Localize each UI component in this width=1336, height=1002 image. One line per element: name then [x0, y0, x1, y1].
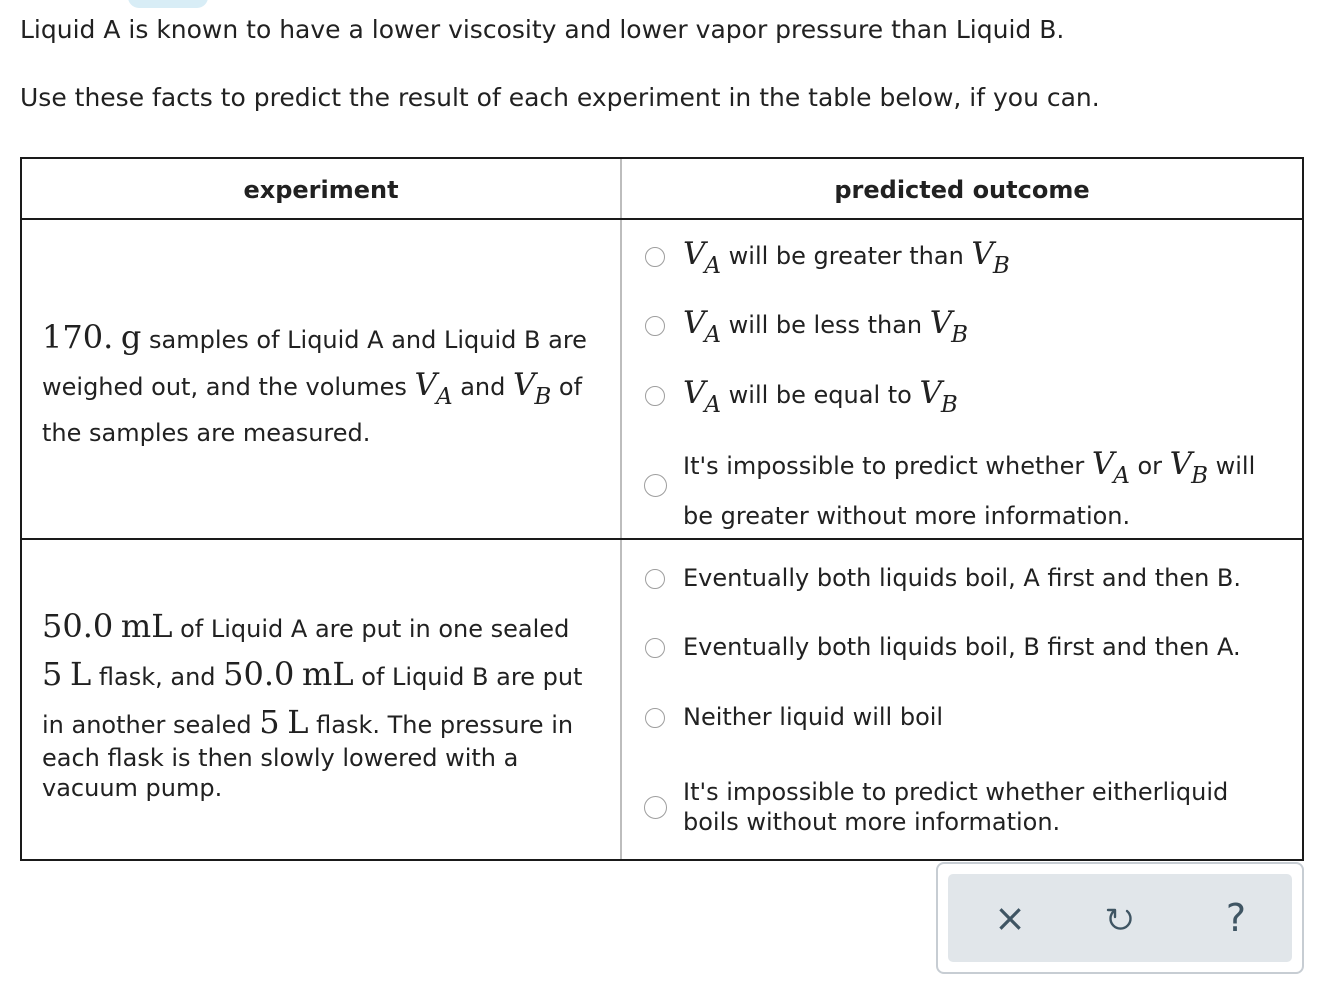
clear-button[interactable] — [988, 896, 1032, 940]
volume-b-sub: B — [534, 384, 552, 410]
option-text: will be equal to — [721, 381, 920, 409]
flask-1-size: 5 — [42, 655, 63, 693]
experiment-header: experiment — [243, 176, 399, 204]
option-label — [683, 375, 958, 418]
volume-1-unit: mL — [120, 607, 173, 645]
experiment-table — [20, 157, 1304, 861]
option-label — [683, 236, 1010, 279]
help-button[interactable] — [1214, 896, 1258, 940]
intro-line-1: Liquid A is known to have a lower viscosity and lower vapor pressure than Liquid B. — [20, 15, 1065, 44]
option-text: will be less than — [721, 311, 930, 339]
flask-2-size: 5 — [259, 703, 280, 741]
radio-button[interactable] — [645, 386, 665, 406]
option-label: Eventually both liquids boil, A first and then B. — [683, 564, 1242, 592]
help-icon: ? — [1225, 896, 1247, 940]
experiment-1-line-1: samples of Liquid A and Liquid B are — [141, 326, 587, 354]
option-volume-a-greater[interactable] — [643, 237, 1293, 277]
var-v: V — [683, 375, 706, 411]
or-text: or — [1129, 452, 1170, 480]
of-text: of — [551, 373, 583, 401]
undo-icon — [1105, 903, 1135, 933]
option-label-line-1 — [683, 446, 1256, 489]
experiment-2-line-5: vacuum pump. — [42, 774, 223, 802]
var-v: V — [1169, 446, 1193, 482]
sub-a: A — [1113, 463, 1130, 489]
option-label-line-2: boils without more information. — [683, 808, 1061, 836]
and-text: and — [452, 373, 513, 401]
option-label — [683, 305, 969, 348]
answer-toolbar — [936, 862, 1304, 974]
option-neither-boils[interactable] — [643, 700, 1293, 736]
close-icon: × — [994, 896, 1026, 940]
option-label: Eventually both liquids boil, B first and then A. — [683, 633, 1241, 661]
option-boiling-impossible[interactable] — [643, 775, 1293, 839]
mass-value: 170. — [42, 318, 114, 356]
volume-b-var: V — [512, 367, 536, 403]
radio-button[interactable] — [645, 708, 665, 728]
option-volume-a-less[interactable] — [643, 306, 1293, 346]
option-volume-equal[interactable] — [643, 376, 1293, 416]
mass-unit: g — [120, 318, 142, 356]
undo-button[interactable] — [1098, 896, 1142, 940]
sub-b: B — [992, 253, 1010, 279]
sub-b: B — [951, 322, 969, 348]
toolbar-panel — [948, 874, 1292, 962]
option-b-boils-first[interactable] — [643, 630, 1293, 666]
option-volume-impossible[interactable] — [643, 443, 1293, 533]
experiment-2-line-2b: of Liquid B are put — [353, 663, 583, 691]
radio-button[interactable] — [644, 796, 667, 819]
sub-a: A — [704, 253, 722, 279]
top-tab-indicator — [128, 0, 208, 8]
row-divider — [22, 538, 1302, 540]
var-v: V — [919, 375, 942, 411]
experiment-1-line-3: the samples are measured. — [42, 419, 371, 447]
volume-a-sub: A — [435, 384, 453, 410]
option-text: will be greater than — [721, 242, 972, 270]
radio-button[interactable] — [645, 638, 665, 658]
radio-button[interactable] — [645, 569, 665, 589]
intro-line-2: Use these facts to predict the result of each experiment in the table below, if you can. — [20, 83, 1100, 112]
option-a-boils-first[interactable] — [643, 561, 1293, 597]
column-divider — [620, 159, 622, 859]
option-label: Neither liquid will boil — [683, 703, 944, 731]
flask-2-unit: L — [287, 703, 309, 741]
volume-1-value: 50.0 — [42, 607, 114, 645]
volume-a-var: V — [414, 367, 437, 403]
var-v: V — [929, 305, 953, 341]
experiment-1-line-2: weighed out, and the volumes — [42, 373, 415, 401]
experiment-2-line-2a: flask, and — [91, 663, 224, 691]
option-label-line-2: be greater without more information. — [683, 502, 1131, 530]
outcome-header: predicted outcome — [834, 176, 1090, 204]
var-v: V — [971, 236, 994, 272]
sub-b: B — [1191, 463, 1208, 489]
will-text: will — [1207, 452, 1256, 480]
option-text: It's impossible to predict whether — [683, 452, 1092, 480]
experiment-2-line-3a: in another sealed — [42, 711, 260, 739]
var-v: V — [683, 236, 706, 272]
header-divider — [22, 218, 1302, 220]
radio-button[interactable] — [645, 247, 665, 267]
flask-1-unit: L — [70, 655, 92, 693]
sub-a: A — [704, 392, 722, 418]
sub-b: B — [940, 392, 958, 418]
option-label-line-1: It's impossible to predict whether eitherliquid — [683, 778, 1229, 806]
volume-2-value: 50.0 — [223, 655, 295, 693]
volume-2-unit: mL — [302, 655, 354, 693]
radio-button[interactable] — [645, 316, 665, 336]
var-v: V — [683, 305, 706, 341]
radio-button[interactable] — [644, 474, 667, 497]
experiment-2-line-1: of Liquid A are put in one sealed — [172, 615, 570, 643]
experiment-2-line-3b: flask. The pressure in — [308, 711, 574, 739]
var-v: V — [1091, 446, 1115, 482]
sub-a: A — [704, 322, 722, 348]
experiment-2-line-4: each flask is then slowly lowered with a — [42, 744, 519, 772]
